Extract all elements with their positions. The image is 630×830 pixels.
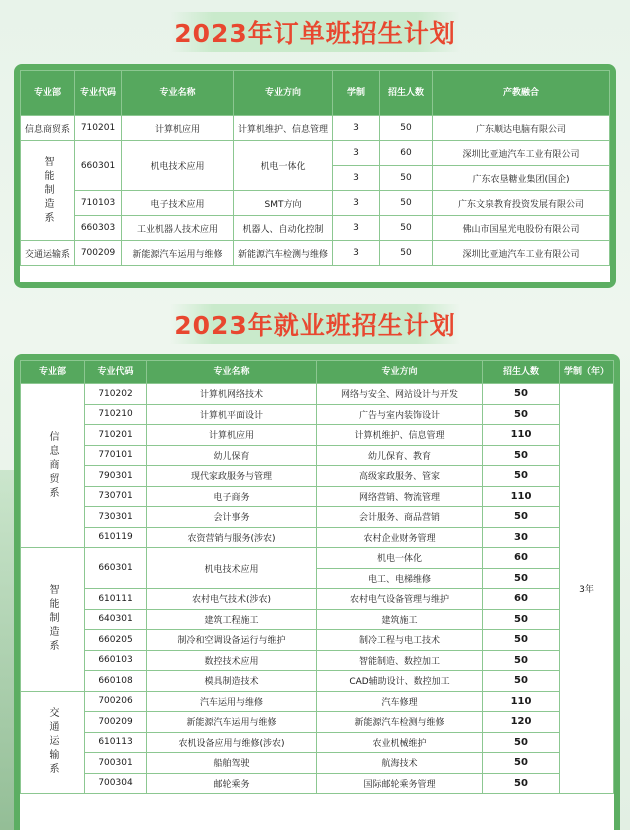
years-cell: 3 [333,141,380,166]
name-cell: 制冷和空调设备运行与维护 [147,630,317,651]
direction-cell: 机电一体化 [317,548,483,569]
count-cell: 50 [380,166,433,191]
direction-cell: 电工、电梯维修 [317,568,483,589]
count-cell: 120 [483,712,560,733]
dept-cell: 信息商贸系 [21,384,85,548]
code-cell: 710201 [75,116,122,141]
table-row [21,445,614,466]
employ-table-header-row [21,361,614,384]
code-cell: 710103 [75,191,122,216]
partner-cell: 深圳比亚迪汽车工业有限公司 [433,141,610,166]
direction-cell: 农村企业财务管理 [317,527,483,548]
code-cell: 770101 [85,445,147,466]
direction-cell: 高级家政服务、管家 [317,466,483,487]
name-cell: 汽车运用与维修 [147,691,317,712]
direction-cell: 智能制造、数控加工 [317,650,483,671]
name-cell: 会计事务 [147,507,317,528]
code-cell: 710201 [85,425,147,446]
name-cell: 新能源汽车运用与维修 [147,712,317,733]
count-cell: 60 [483,589,560,610]
partner-cell: 广东农垦糖业集团(国企) [433,166,610,191]
name-cell: 工业机器人技术应用 [122,216,234,241]
table-row [21,589,614,610]
years-cell: 3年 [560,384,614,794]
count-cell: 50 [380,216,433,241]
name-cell: 计算机平面设计 [147,404,317,425]
table-row [21,116,610,141]
code-cell: 700206 [85,691,147,712]
table-row [21,384,614,405]
code-cell: 660301 [75,141,122,191]
code-cell: 700304 [85,773,147,794]
dept-cell: 智能制造系 [21,548,85,692]
table-row [21,671,614,692]
table-row [21,630,614,651]
header-code: 专业代码 [75,71,122,116]
code-cell: 660303 [75,216,122,241]
partner-cell: 深圳比亚迪汽车工业有限公司 [433,241,610,266]
name-cell: 邮轮乘务 [147,773,317,794]
years-cell: 3 [333,116,380,141]
direction-cell: 幼儿保育、教育 [317,445,483,466]
name-cell: 计算机应用 [147,425,317,446]
code-cell: 730701 [85,486,147,507]
code-cell: 640301 [85,609,147,630]
count-cell: 50 [380,191,433,216]
header-years: 学制（年） [560,361,614,384]
code-cell: 660108 [85,671,147,692]
years-cell: 3 [333,166,380,191]
count-cell: 50 [483,568,560,589]
name-cell: 现代家政服务与管理 [147,466,317,487]
direction-cell: 制冷工程与电工技术 [317,630,483,651]
count-cell: 50 [483,609,560,630]
count-cell: 30 [483,527,560,548]
years-cell: 3 [333,191,380,216]
order-table-header-row [21,71,610,116]
direction-cell: 汽车修理 [317,691,483,712]
table-row [21,404,614,425]
table-row [21,691,614,712]
table-row [21,486,614,507]
name-cell: 建筑工程施工 [147,609,317,630]
name-cell: 电子技术应用 [122,191,234,216]
header-name: 专业名称 [147,361,317,384]
code-cell: 700209 [75,241,122,266]
table-row [21,241,610,266]
name-cell: 幼儿保育 [147,445,317,466]
table-row [21,732,614,753]
count-cell: 50 [483,384,560,405]
name-cell: 机电技术应用 [122,141,234,191]
name-cell: 机电技术应用 [147,548,317,589]
partner-cell: 广东文泉教育投资发展有限公司 [433,191,610,216]
order-plan-title-band [170,12,460,52]
table-row [21,216,610,241]
count-cell: 50 [483,466,560,487]
partner-cell: 佛山市国星光电股份有限公司 [433,216,610,241]
header-years: 学制 [333,71,380,116]
direction-cell: 网络与安全、网站设计与开发 [317,384,483,405]
count-cell: 50 [483,773,560,794]
table-row [21,712,614,733]
direction-cell: 农村电气设备管理与维护 [317,589,483,610]
direction-cell: 建筑施工 [317,609,483,630]
direction-cell: 网络营销、物流管理 [317,486,483,507]
count-cell: 110 [483,691,560,712]
header-count: 招生人数 [483,361,560,384]
count-cell: 50 [483,404,560,425]
dept-cell: 智能制造系 [21,141,75,241]
count-cell: 50 [483,445,560,466]
code-cell: 610111 [85,589,147,610]
direction-cell: SMT方向 [234,191,333,216]
employ-plan-title: 2023年就业班招生计划 [174,311,456,340]
code-cell: 660205 [85,630,147,651]
table-row [21,141,610,166]
employ-plan-table [20,360,614,794]
table-row [21,753,614,774]
code-cell: 660103 [85,650,147,671]
employ-plan-frame [14,354,620,830]
years-cell: 3 [333,241,380,266]
code-cell: 730301 [85,507,147,528]
name-cell: 农村电气技术(涉农) [147,589,317,610]
table-row [21,191,610,216]
table-row [21,425,614,446]
code-cell: 700209 [85,712,147,733]
order-plan-title: 2023年订单班招生计划 [174,19,456,48]
years-cell: 3 [333,216,380,241]
direction-cell: 新能源汽车检测与维修 [317,712,483,733]
count-cell: 50 [483,671,560,692]
table-row [21,507,614,528]
direction-cell: CAD辅助设计、数控加工 [317,671,483,692]
dept-cell: 交通运输系 [21,691,85,794]
name-cell: 数控技术应用 [147,650,317,671]
count-cell: 110 [483,486,560,507]
partner-cell: 广东顺达电脑有限公司 [433,116,610,141]
code-cell: 710202 [85,384,147,405]
count-cell: 50 [483,732,560,753]
count-cell: 50 [380,116,433,141]
direction-cell: 会计服务、商品营销 [317,507,483,528]
count-cell: 60 [483,548,560,569]
header-name: 专业名称 [122,71,234,116]
direction-cell: 国际邮轮乘务管理 [317,773,483,794]
employ-plan-title-band [170,304,460,344]
header-code: 专业代码 [85,361,147,384]
header-dept: 专业部 [21,71,75,116]
count-cell: 50 [483,650,560,671]
name-cell: 模具制造技术 [147,671,317,692]
code-cell: 660301 [85,548,147,589]
name-cell: 农资营销与服务(涉农) [147,527,317,548]
header-count: 招生人数 [380,71,433,116]
name-cell: 计算机应用 [122,116,234,141]
table-row [21,773,614,794]
header-dept: 专业部 [21,361,85,384]
code-cell: 610113 [85,732,147,753]
name-cell: 船舶驾驶 [147,753,317,774]
header-direction: 专业方向 [234,71,333,116]
direction-cell: 新能源汽车检测与维修 [234,241,333,266]
direction-cell: 广告与室内装饰设计 [317,404,483,425]
code-cell: 700301 [85,753,147,774]
code-cell: 710210 [85,404,147,425]
direction-cell: 计算机维护、信息管理 [234,116,333,141]
count-cell: 50 [380,241,433,266]
code-cell: 790301 [85,466,147,487]
count-cell: 110 [483,425,560,446]
direction-cell: 机电一体化 [234,141,333,191]
table-row [21,609,614,630]
dept-cell: 交通运输系 [21,241,75,266]
table-row [21,650,614,671]
table-row [21,466,614,487]
name-cell: 新能源汽车运用与维修 [122,241,234,266]
table-row [21,548,614,569]
order-plan-frame [14,64,616,288]
count-cell: 50 [483,753,560,774]
header-direction: 专业方向 [317,361,483,384]
code-cell: 610119 [85,527,147,548]
direction-cell: 机器人、自动化控制 [234,216,333,241]
count-cell: 50 [483,630,560,651]
count-cell: 60 [380,141,433,166]
name-cell: 计算机网络技术 [147,384,317,405]
order-plan-table [20,70,610,266]
dept-cell: 信息商贸系 [21,116,75,141]
direction-cell: 计算机维护、信息管理 [317,425,483,446]
name-cell: 农机设备应用与维修(涉农) [147,732,317,753]
direction-cell: 农业机械维护 [317,732,483,753]
direction-cell: 航海技术 [317,753,483,774]
name-cell: 电子商务 [147,486,317,507]
table-row [21,527,614,548]
count-cell: 50 [483,507,560,528]
header-partner: 产教融合 [433,71,610,116]
